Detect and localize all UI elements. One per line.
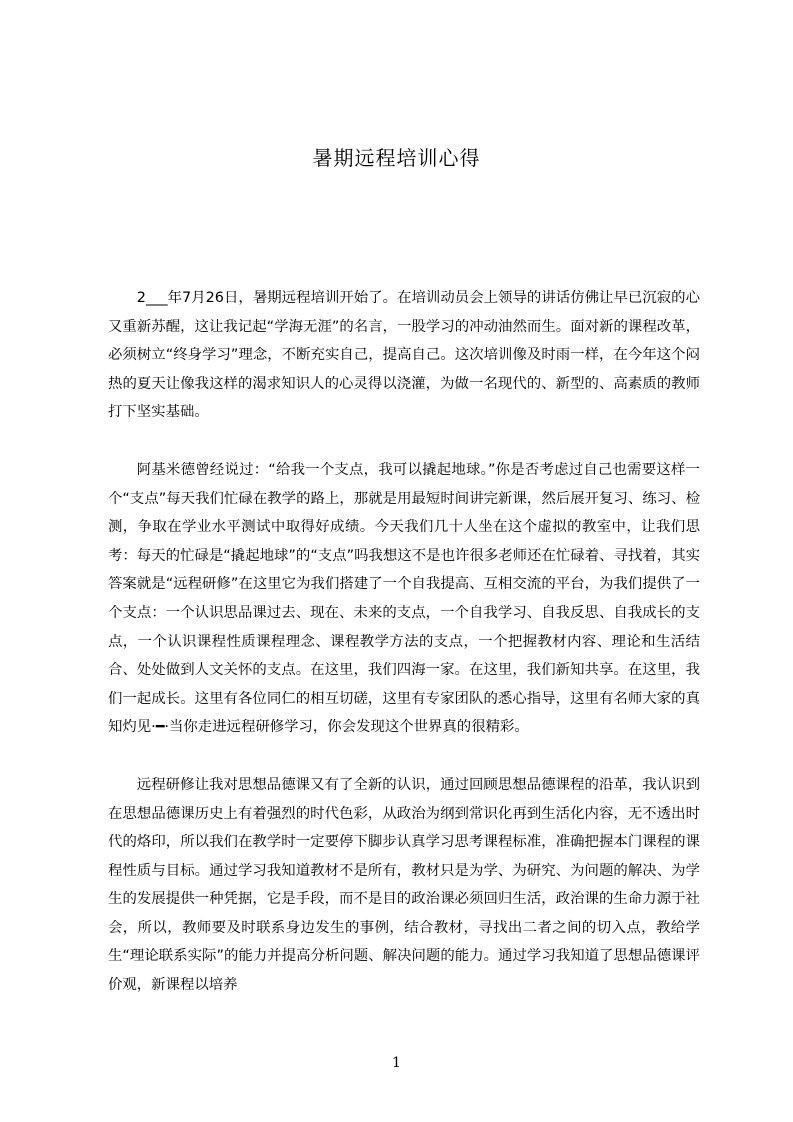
page-number: 1 bbox=[392, 1055, 401, 1071]
paragraph-1: 2___年7月26日，暑期远程培训开始了。在培训动员会上领导的讲话仿佛让早已沉寂的心又重新苏醒，这让我记起“学海无涯”的名言，一股学习的冲动油然而生。面对新的课程改革，必须树立“终身学习”理念，不断充实自己，提高自己。这次培训像及时雨一样，在今年这个闷热的夏天让像我这样的渴求知识人的心灵得以浇灌，为做一名现代的、新型的、高素质的教师打下坚实基础。 bbox=[108, 290, 700, 421]
document-body bbox=[108, 284, 700, 1029]
document-title: 暑期远程培训心得 bbox=[312, 146, 481, 170]
paragraph-2: 阿基米德曾经说过：“给我一个支点，我可以撬起地球。”你是否考虑过自己也需要这样一个“支点”每天我们忙碌在教学的路上，那就是用最短时间讲完新课，然后展开复习、练习、检测，争取在学业水平测试中取得好成绩。今天我们几十人坐在这个虚拟的教室中，让我们思考：每天的忙碌是“撬起地球”的“支点”吗我想这不是也许很多老师还在忙碌着、寻找着，其实答案就是“远程研修”在这里它为我们搭建了一个自我提高、互相交流的平台，为我们提供了一个支点：一个认识思品课过去、现在、未来的支点，一个自我学习、自我反思、自我成长的支点，一个认识课程性质课程理念、课程教学方法的支点，一个把握教材内容、理论和生活结合、处处做到人文关怀的支点。在这里，我们四海一家。在这里，我们新知共享。在这里，我们一起成长。这里有各位同仁的相互切磋，这里有专家团队的悉心指导，这里有名师大家的真知灼见·━·当你走进远程研修学习，你会发现这个世界真的很精彩。 bbox=[108, 461, 700, 736]
paragraph-3: 远程研修让我对思想品德课又有了全新的认识，通过回顾思想品德课程的沿革，我认识到在思想品德课历史上有着强烈的时代色彩，从政治为纲到常识化再到生活化内容，无不透出时代的烙印，所以我们在教学时一定要停下脚步认真学习思考课程标准，准确把握本门课程的课程性质与目标。通过学习我知道教材不是所有，教材只是为学、为研究、为问题的解决、为学生的发展提供一种凭据，它是手段，而不是目的政治课必须回归生活，政治课的生命力源于社会，所以，教师要及时联系身边发生的事例，结合教材，寻找出二者之间的切入点，教给学生“理论联系实际”的能力并提高分析问题、解决问题的能力。通过学习我知道了思想品德课评价观，新课程以培养 bbox=[108, 776, 700, 994]
